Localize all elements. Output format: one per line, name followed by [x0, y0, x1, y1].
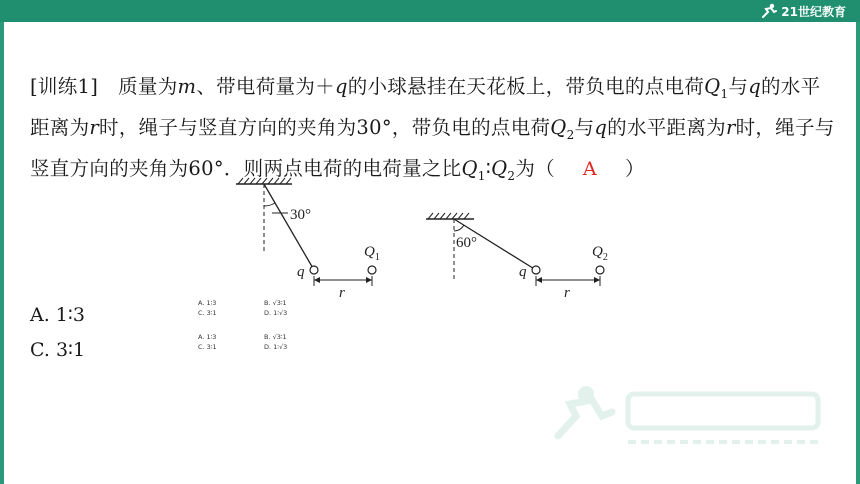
right-ball: [532, 266, 540, 274]
question-subscript: 2: [507, 168, 516, 183]
left-angle-arc: [264, 203, 275, 206]
question-segment: 、带电荷量为＋: [196, 75, 335, 98]
brand-logo-text: 21世纪教育: [781, 4, 846, 19]
right-border: [856, 22, 860, 484]
header-bar: [0, 0, 860, 22]
left-charge: [368, 266, 376, 274]
pendulum-figure: [220, 174, 640, 304]
mini-option-b: B. √3∶1: [264, 299, 287, 307]
left-ceiling: [236, 178, 292, 184]
question-variable: q: [334, 75, 348, 98]
question-segment: ∶: [485, 156, 492, 180]
mini-option-c: C. 3∶1: [198, 343, 217, 351]
question-body: [30, 75, 835, 183]
watermark-logo-image: [548, 376, 828, 456]
right-charge-label: $Q_2$: [592, 244, 608, 263]
question-variable: r: [725, 115, 736, 139]
mini-option-a: A. 1∶3: [198, 299, 217, 307]
right-arrow-l: [536, 277, 542, 283]
question-variable: m: [177, 75, 197, 98]
right-angle-arc: [454, 225, 464, 231]
pendulum-diagram: [220, 174, 640, 304]
left-charge-label: $Q_1$: [364, 244, 380, 263]
question-segment: 时，绳子与竖直方向的夹角为30°，带负电的点电荷: [99, 115, 551, 139]
right-ceiling: [426, 213, 474, 219]
question-close: ）: [624, 156, 645, 180]
right-ball-label: q: [519, 264, 527, 280]
mini-option-d: D. 1∶√3: [264, 309, 288, 317]
brand-logo: [760, 1, 846, 21]
right-arrow-r: [594, 277, 600, 283]
question-variable: q: [748, 75, 761, 98]
mini-option-c: C. 3∶1: [198, 309, 217, 317]
left-string: [264, 184, 314, 270]
question-tag: [训练1]: [30, 75, 99, 98]
left-border: [0, 22, 4, 484]
mini-option-d: D. 1∶√3: [264, 343, 288, 351]
left-distance-label: r: [339, 285, 345, 301]
question-subscript: 2: [566, 127, 575, 142]
mini-options-1: [198, 298, 330, 318]
question-variable: r: [89, 115, 100, 139]
option-c[interactable]: C. 3∶1: [30, 339, 86, 361]
mini-option-b: B. √3∶1: [264, 333, 287, 341]
mini-option-a: A. 1∶3: [198, 333, 217, 341]
question-variable: Q: [461, 156, 478, 180]
left-angle-label: 30°: [290, 207, 311, 223]
mini-options-2: [198, 332, 330, 352]
question-segment: 的水平距离为: [30, 75, 821, 139]
left-ball: [310, 266, 318, 274]
question-segment: 质量为: [118, 75, 178, 98]
question-segment: 与: [728, 75, 749, 98]
question-segment: 时，绳子与竖直方向的夹角为60°．则两点电荷的电荷量之比: [30, 115, 835, 180]
answer-mark: A: [582, 157, 597, 180]
question-subscript: 1: [720, 86, 729, 101]
question-variable: Q: [491, 156, 508, 180]
left-ball-label: q: [297, 264, 305, 280]
right-distance-label: r: [564, 285, 570, 301]
question-segment: 为（: [515, 156, 555, 180]
question-segment: 的水平距离为: [607, 115, 726, 139]
runner-icon: [760, 3, 778, 19]
watermark-logo: [548, 376, 828, 456]
question-variable: q: [594, 115, 608, 139]
right-charge: [596, 266, 604, 274]
right-angle-label: 60°: [456, 235, 477, 251]
left-arrow-l: [314, 277, 320, 283]
question-variable: Q: [704, 75, 721, 98]
question-segment: 与: [574, 115, 595, 139]
question-variable: Q: [550, 115, 567, 139]
left-arrow-r: [366, 277, 372, 283]
question-subscript: 1: [477, 168, 486, 183]
question-segment: 的小球悬挂在天花板上，带负电的点电荷: [347, 75, 705, 98]
option-a[interactable]: A. 1∶3: [30, 304, 85, 326]
